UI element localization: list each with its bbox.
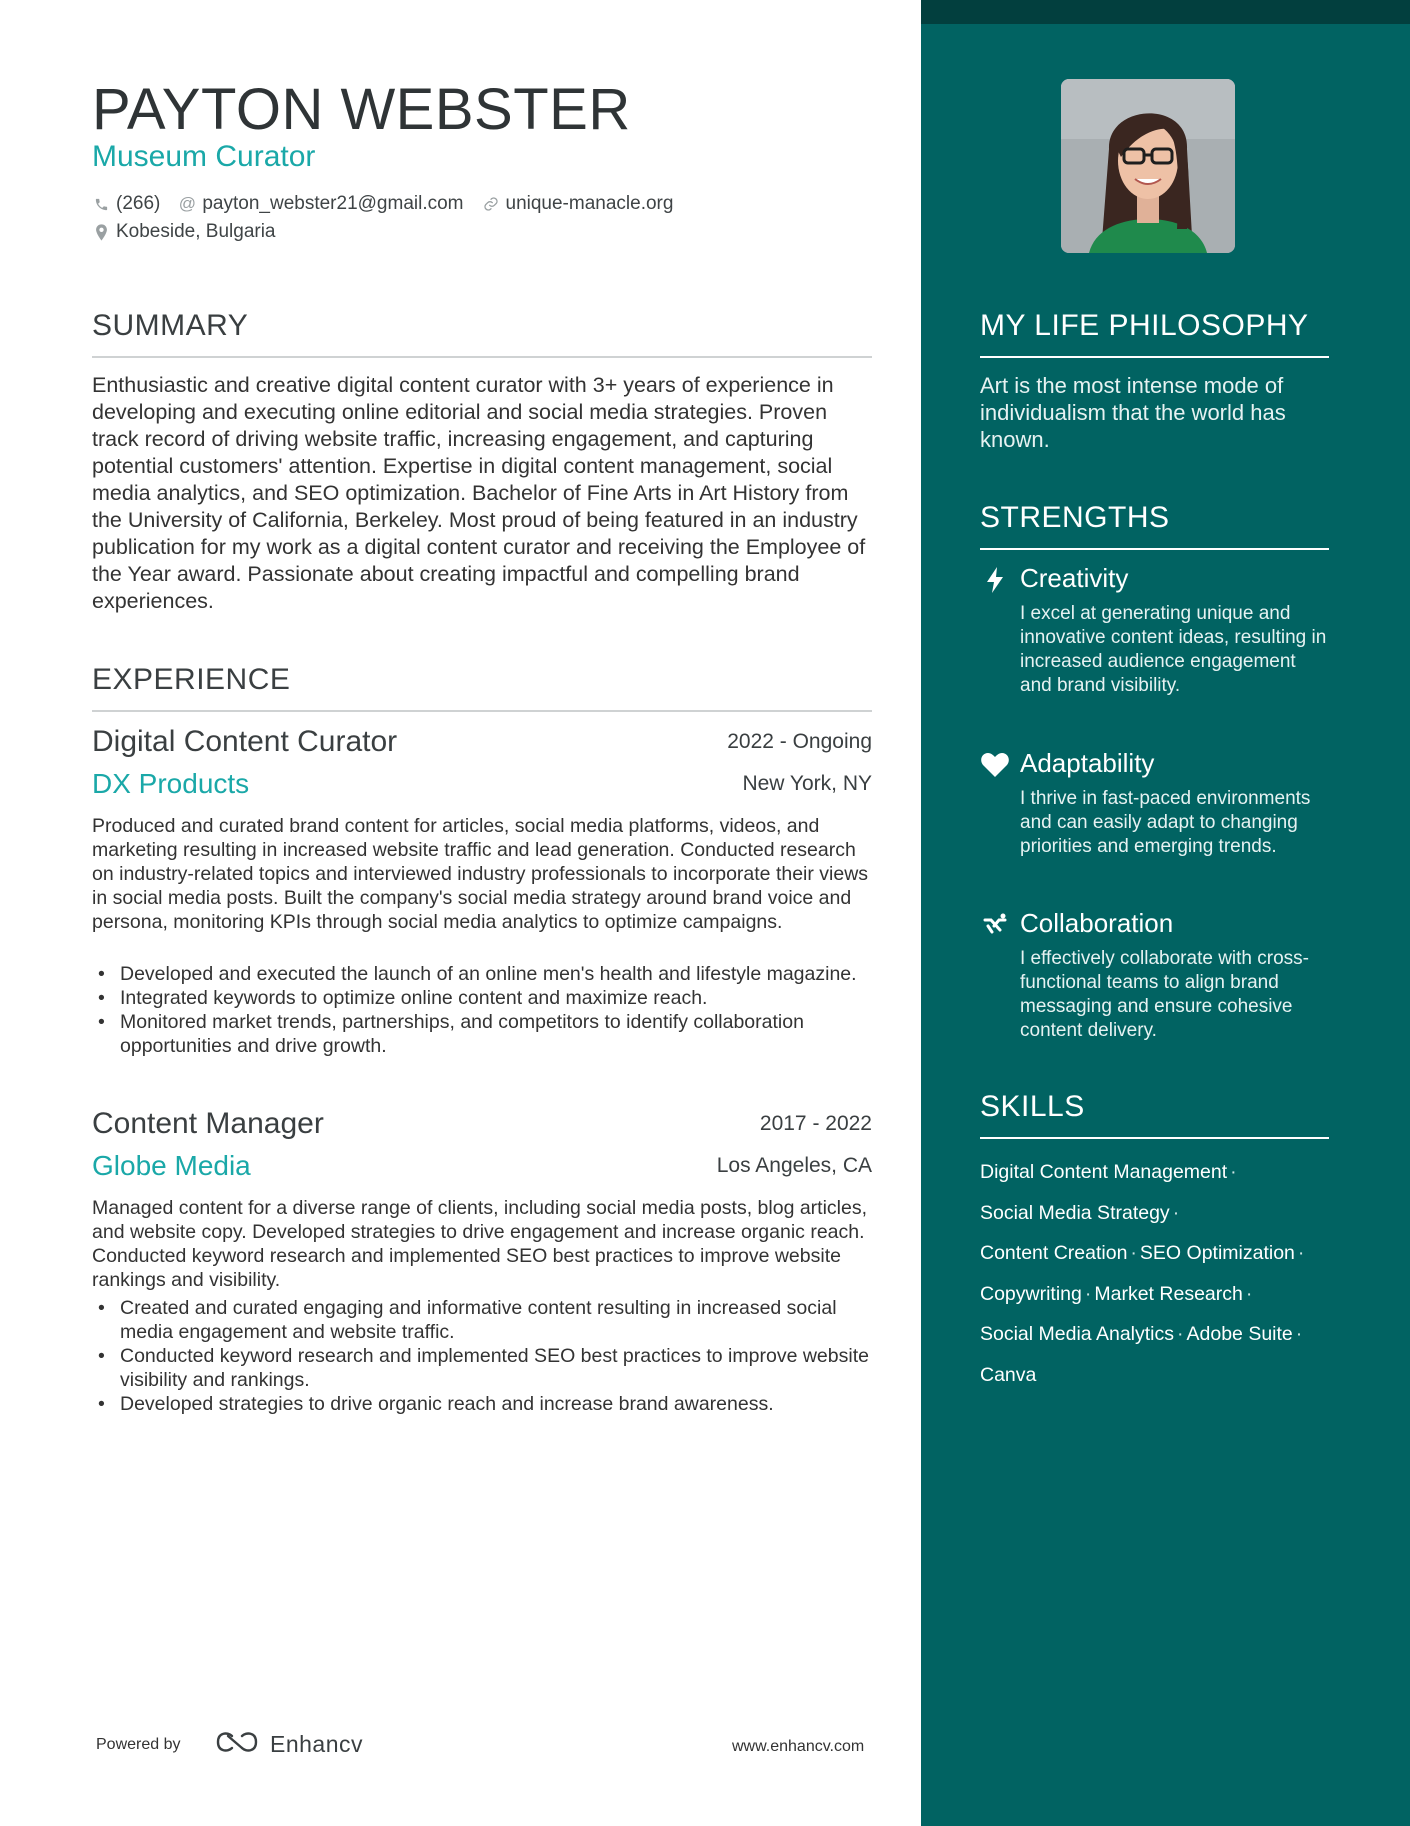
skill-separator: · [1084, 1282, 1092, 1305]
skill-tag: Social Media Strategy [980, 1201, 1170, 1224]
enhancv-brand: Enhancv [270, 1731, 364, 1757]
experience-heading: EXPERIENCE [92, 663, 291, 696]
website-link[interactable]: unique-manacle.org [505, 193, 674, 214]
summary-heading: SUMMARY [92, 309, 249, 342]
sidebar-top-band [921, 0, 1410, 24]
job-location: New York, NY [742, 772, 872, 795]
sidebar [921, 0, 1410, 1826]
philosophy-heading: MY LIFE PHILOSOPHY [980, 309, 1309, 342]
location-text: Kobeside, Bulgaria [116, 221, 276, 242]
at-sign-icon: @ [178, 194, 196, 213]
lightning-icon [980, 565, 1010, 595]
job-title: Content Manager [92, 1107, 324, 1140]
email-link[interactable]: payton_webster21@gmail.com [202, 193, 464, 214]
enhancv-url[interactable]: www.enhancv.com [732, 1738, 865, 1755]
phone-text[interactable]: (266) [116, 193, 161, 214]
experience-divider [92, 710, 872, 712]
contact-location [92, 221, 276, 243]
powered-by-label: Powered by [96, 1736, 181, 1753]
philosophy-divider [980, 356, 1329, 358]
skills-line [980, 1274, 1350, 1315]
job-dates: 2022 - Ongoing [727, 730, 872, 753]
skills-heading: SKILLS [980, 1090, 1085, 1123]
skill-tag: Content Creation [980, 1242, 1128, 1264]
skill-tag: Digital Content Management [980, 1161, 1228, 1183]
strengths-heading: STRENGTHS [980, 501, 1170, 534]
strength-description: I effectively collaborate with cross-functional teams to align brand messaging and ensure cohesive content delivery. [1020, 948, 1309, 1041]
job-bullet: • Developed strategies to drive organic reach and increase brand awareness. [92, 1392, 872, 1416]
skill-tag: Market Research [1094, 1282, 1243, 1305]
link-icon [482, 196, 500, 212]
contact-row-2 [92, 221, 276, 243]
skill-tag: Canva [980, 1363, 1037, 1386]
contact-email [178, 193, 463, 215]
contact-phone [92, 193, 160, 215]
summary-text: Enthusiastic and creative digital content curator with 3+ years of experience in developing and executing online editorial and social media strategies. Proven track record of driving website traffic, increasing engagement, and capturing potential customers' attention. Expertise in digital content management, social media analytics, and SEO optimization. Bachelor of Fine Arts in Art History from the University of California, Berkeley. Most proud of being featured in an industry publication for my work as a digital content curator and receiving the Employee of the Year award. Passionate about creating impactful and compelling brand experiences. [92, 373, 866, 613]
skills-line [980, 1355, 1350, 1396]
enhancv-logo[interactable] [214, 1730, 363, 1759]
handshake-icon [980, 910, 1010, 940]
skill-separator: · [1245, 1282, 1253, 1305]
candidate-name: PAYTON WEBSTER [92, 77, 631, 142]
job-company[interactable]: DX Products [92, 768, 250, 799]
contact-row-1 [92, 193, 673, 215]
job-company[interactable]: Globe Media [92, 1150, 251, 1181]
enhancv-logo-icon [214, 1730, 260, 1759]
skill-tag: Social Media Analytics [980, 1323, 1175, 1345]
skills-list [980, 1152, 1350, 1395]
skill-tag: Adobe Suite [1186, 1323, 1293, 1345]
phone-icon [92, 197, 110, 212]
strength-title: Adaptability [1020, 748, 1155, 778]
job-bullets [92, 1296, 872, 1416]
job-bullets [92, 962, 872, 1058]
summary-divider [92, 356, 872, 358]
job-bullet: • Integrated keywords to optimize online content and maximize reach. [92, 986, 872, 1010]
skill-separator: · [1177, 1323, 1184, 1345]
skills-line [980, 1233, 1350, 1274]
job-description: Managed content for a diverse range of clients, including social media posts, blog articles, and website copy. Developed strategies to drive engagement and increase organic reach. Conducted keyword research and implemented SEO best practices to improve website rankings and visibility. [92, 1197, 868, 1291]
job-description: Produced and curated brand content for articles, social media platforms, videos, and marketing resulting in increased website traffic and lead generation. Conducted research on industry-related topics and interviewed industry professionals to incorporate their views in social media posts. Built the company's social media strategy around brand voice and persona, monitoring KPIs through social media analytics to optimize campaigns. [92, 815, 869, 933]
strength-description: I excel at generating unique and innovative content ideas, resulting in increased audience engagement and brand visibility. [1020, 603, 1327, 696]
strength-title: Creativity [1020, 563, 1129, 593]
skills-line [980, 1152, 1350, 1193]
skill-separator: · [1230, 1161, 1237, 1183]
skill-tag: Copywriting [980, 1282, 1082, 1305]
skill-tag: SEO Optimization [1139, 1242, 1295, 1264]
profile-photo [1061, 79, 1235, 253]
job-bullet: • Conducted keyword research and implemented SEO best practices to improve website visibility and rankings. [92, 1344, 872, 1392]
skill-separator: · [1130, 1242, 1137, 1264]
job-bullet: • Developed and executed the launch of an online men's health and lifestyle magazine. [92, 962, 872, 986]
strengths-divider [980, 548, 1329, 550]
candidate-title: Museum Curator [92, 140, 316, 173]
strength-title: Collaboration [1020, 908, 1174, 938]
heart-icon [980, 750, 1010, 780]
location-pin-icon [92, 224, 110, 241]
job-title: Digital Content Curator [92, 725, 398, 758]
contact-website [482, 193, 674, 215]
job-bullet: • Monitored market trends, partnerships, and competitors to identify collaboration opportunities and drive growth. [92, 1010, 872, 1058]
job-dates: 2017 - 2022 [759, 1112, 872, 1135]
skills-line [980, 1193, 1350, 1234]
skill-separator: · [1295, 1323, 1303, 1345]
job-bullet: • Created and curated engaging and informative content resulting in increased social media engagement and website traffic. [92, 1296, 872, 1344]
philosophy-text: Art is the most intense mode of individualism that the world has known. [980, 373, 1286, 452]
skill-separator: · [1297, 1242, 1305, 1264]
skills-line [980, 1314, 1350, 1355]
skill-separator: · [1172, 1201, 1180, 1224]
job-location: Los Angeles, CA [716, 1154, 872, 1177]
skills-divider [980, 1137, 1329, 1139]
strength-description: I thrive in fast-paced environments and can easily adapt to changing priorities and emerging trends. [1020, 788, 1311, 857]
